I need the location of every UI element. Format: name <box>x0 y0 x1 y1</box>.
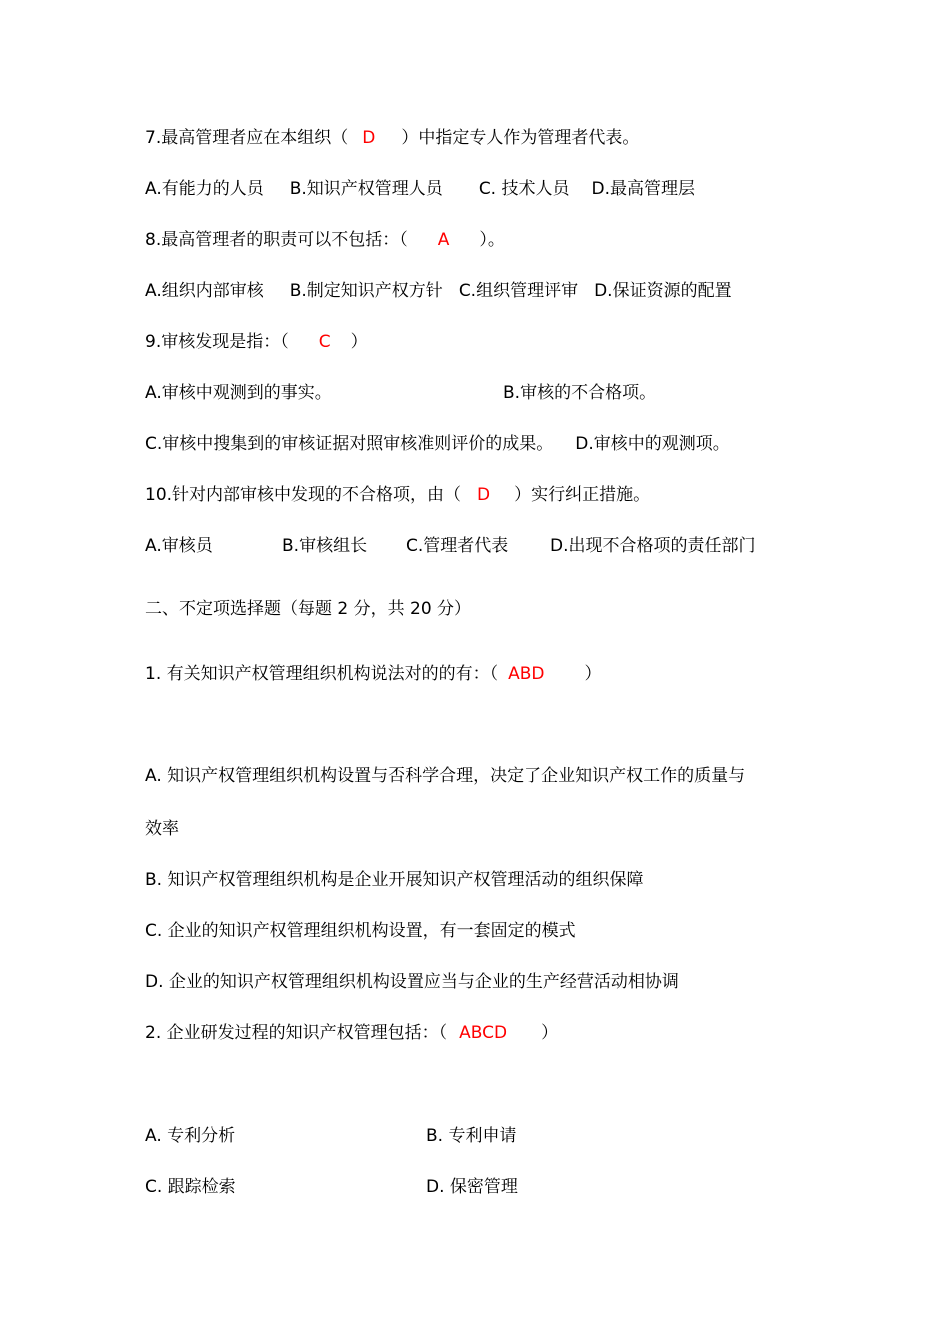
question-8-options <box>145 279 732 303</box>
question-7-answer: D <box>362 128 376 148</box>
section-2-question-2-option-b: B. 专利申请 <box>426 1126 517 1146</box>
question-7-option-a: A.有能力的人员 <box>145 179 264 199</box>
question-9-option-b: B.审核的不合格项。 <box>503 383 657 403</box>
question-8-option-a: A.组织内部审核 <box>145 281 264 301</box>
question-7-options <box>145 177 695 201</box>
question-10-stem-end: ）实行纠正措施。 <box>514 485 651 505</box>
question-8-option-d: D.保证资源的配置 <box>594 281 732 301</box>
question-9 <box>145 330 368 354</box>
question-9-answer: C <box>318 332 331 352</box>
question-9-option-a: A.审核中观测到的事实。 <box>145 383 332 403</box>
question-10-answer: D <box>477 485 491 505</box>
section-2-question-1-option-b: B. 知识产权管理组织机构是企业开展知识产权管理活动的组织保障 <box>145 870 644 890</box>
section-2-question-1-option-a-cont: 效率 <box>145 819 179 839</box>
section-2-question-1-stem-end: ） <box>584 664 602 684</box>
question-8 <box>145 228 505 252</box>
question-7-option-b: B.知识产权管理人员 <box>289 179 443 199</box>
section-2-question-2-stem-end: ） <box>541 1023 559 1043</box>
section-2-question-1-option-d: D. 企业的知识产权管理组织机构设置应当与企业的生产经营活动相协调 <box>145 972 679 992</box>
question-7-option-d: D.最高管理层 <box>591 179 695 199</box>
question-9-option-c: C.审核中搜集到的审核证据对照审核准则评价的成果。 <box>145 434 554 454</box>
section-2-question-1 <box>145 662 602 686</box>
question-7-option-c: C. 技术人员 <box>478 179 570 199</box>
section-2-question-1-answer: ABD <box>508 664 545 684</box>
question-8-option-b: B.制定知识产权方针 <box>289 281 443 301</box>
question-10-option-b: B.审核组长 <box>282 536 368 556</box>
question-10-option-d: D.出现不合格项的责任部门 <box>550 536 756 556</box>
section-2-question-2-answer: ABCD <box>459 1023 508 1043</box>
question-8-stem-end: ）。 <box>479 230 505 250</box>
question-8-option-c: C.组织管理评审 <box>458 281 579 301</box>
question-8-answer: A <box>437 230 450 250</box>
question-10-option-c: C.管理者代表 <box>406 536 509 556</box>
question-9-stem: 9.审核发现是指：（ <box>145 332 289 352</box>
section-2-question-2 <box>145 1021 558 1045</box>
question-10-option-a: A.审核员 <box>145 536 213 556</box>
section-2-question-2-option-d: D. 保密管理 <box>426 1177 518 1197</box>
section-2-question-1-stem: 1. 有关知识产权管理组织机构说法对的的有：（ <box>145 664 499 684</box>
question-7-stem-end: ）中指定专人作为管理者代表。 <box>401 128 640 148</box>
question-9-option-d: D.审核中的观测项。 <box>575 434 730 454</box>
section-2-heading: 二、不定项选择题（每题 2 分，共 20 分） <box>145 599 472 619</box>
section-2-question-2-stem: 2. 企业研发过程的知识产权管理包括：（ <box>145 1023 448 1043</box>
question-7-stem: 7.最高管理者应在本组织（ <box>145 128 349 148</box>
question-10 <box>145 483 650 507</box>
question-9-stem-end: ） <box>350 332 368 352</box>
section-2-question-2-option-a: A. 专利分析 <box>145 1126 236 1146</box>
section-2-question-1-option-c: C. 企业的知识产权管理组织机构设置，有一套固定的模式 <box>145 921 576 941</box>
question-8-stem: 8.最高管理者的职责可以不包括：（ <box>145 230 408 250</box>
section-2-question-2-option-c: C. 跟踪检索 <box>145 1177 236 1197</box>
section-2-question-1-option-a: A. 知识产权管理组织机构设置与否科学合理，决定了企业知识产权工作的质量与 <box>145 766 746 786</box>
question-10-stem: 10.针对内部审核中发现的不合格项，由（ <box>145 485 462 505</box>
question-7 <box>145 126 639 150</box>
question-9-options-cd <box>145 432 730 456</box>
